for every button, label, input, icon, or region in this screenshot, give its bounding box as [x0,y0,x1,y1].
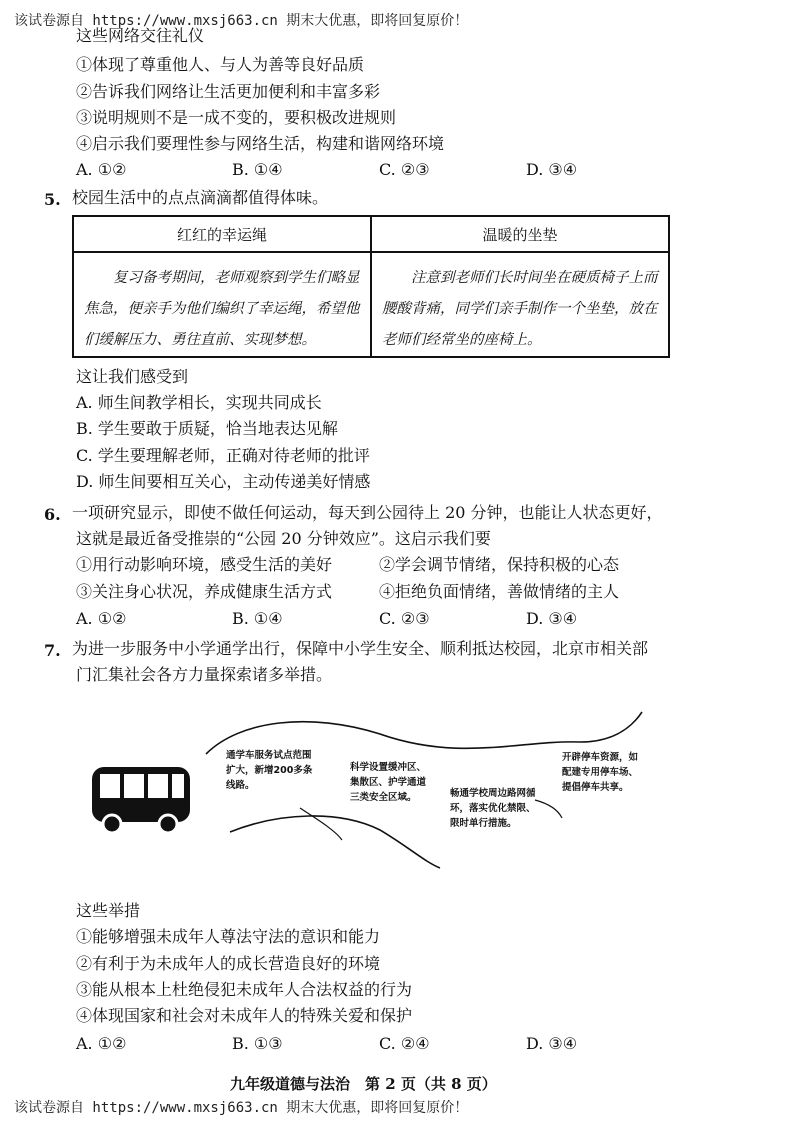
q7-note-2: 科学设置缓冲区、集散区、护学通道三类安全区域。 [350,762,427,803]
q7-choice-b: B. ①③ [232,1034,283,1053]
q5-choice-c: C. 学生要理解老师，正确对待老师的批评 [76,446,370,465]
q6-stem-line-2: 这就是最近备受推崇的“公园 20 分钟效应”。这启示我们要 [76,529,491,548]
q6-option-2: ②学会调节情绪，保持积极的心态 [379,555,620,574]
q5-choice-b: B. 学生要敢于质疑，恰当地表达见解 [76,419,338,438]
q6-stem-line-1: 一项研究显示，即使不做任何运动，每天到公园待上 20 分钟，也能让人状态更好， [72,503,663,522]
q7-option-4: ④体现国家和社会对未成年人的特殊关爱和保护 [76,1006,413,1025]
q7-note-1: 通学车服务试点范围扩大，新增200多条线路。 [226,750,313,791]
road-lower-line [230,816,440,868]
watermark-bottom: 该试卷源自 https://www.mxsj663.cn 期末大优惠，即将回复原价！ [14,1100,469,1116]
q7-lead: 这些举措 [76,901,141,920]
q5-table-cell-1: 复习备考期间，老师观察到学生们略显焦急，便亲手为他们编织了幸运绳，希望他们缓解压力、勇往直前、实现梦想。 [73,252,371,357]
q7-option-1: ①能够增强未成年人尊法守法的意识和能力 [76,927,381,946]
q4-option-3: ③说明规则不是一成不变的，要积极改进规则 [76,108,397,127]
q5-number: 5. [44,190,61,209]
q4-choice-a: A. ①② [76,160,127,179]
q4-choice-b: B. ①④ [232,160,283,179]
q5-table-header-1: 红红的幸运绳 [73,216,371,252]
q7-choice-d: D. ③④ [526,1034,578,1053]
q7-option-2: ②有利于为未成年人的成长营造良好的环境 [76,954,381,973]
q6-choice-c: C. ②③ [379,609,430,628]
q5-table-header-2: 温暖的坐垫 [371,216,669,252]
q7-choice-a: A. ①② [76,1034,127,1053]
q5-choice-d: D. 师生间要相互关心，主动传递美好情感 [76,472,371,491]
q6-choice-a: A. ①② [76,609,127,628]
q5-lead: 这让我们感受到 [76,367,189,386]
q7-note-4: 开辟停车资源，如配建专用停车场、提倡停车共享。 [562,752,639,793]
q4-option-1: ①体现了尊重他人、与人为善等良好品质 [76,55,365,74]
q6-option-1: ①用行动影响环境，感受生活的美好 [76,555,333,574]
q7-stem-line-2: 门汇集社会各方力量探索诸多举措。 [76,665,333,684]
q6-number: 6. [44,505,61,524]
q4-stem-tail: 这些网络交往礼仪 [76,26,205,45]
q5-table [72,215,670,358]
q7-option-3: ③能从根本上杜绝侵犯未成年人合法权益的行为 [76,980,413,999]
watermark-top: 该试卷源自 https://www.mxsj663.cn 期末大优惠，即将回复原价！ [14,13,469,29]
q6-option-3: ③关注身心状况，养成健康生活方式 [76,582,333,601]
q7-note-3: 畅通学校周边路网循环，落实优化禁限、限时单行措施。 [450,788,536,829]
q6-option-4: ④拒绝负面情绪，善做情绪的主人 [379,582,620,601]
q4-option-2: ②告诉我们网络让生活更加便利和丰富多彩 [76,82,381,101]
page-footer: 九年级道德与法治 第 2 页（共 8 页） [230,1075,497,1093]
q5-table-cell-2: 注意到老师们长时间坐在硬质椅子上而腰酸背痛，同学们亲手制作一个坐垫，放在老师们经常坐的座椅上。 [371,252,669,357]
q5-choice-a: A. 师生间教学相长，实现共同成长 [76,393,322,412]
q4-choice-c: C. ②③ [379,160,430,179]
bus-icon [92,767,190,833]
q7-choice-c: C. ②④ [379,1034,430,1053]
q4-choice-d: D. ③④ [526,160,578,179]
q6-choice-d: D. ③④ [526,609,578,628]
q5-stem: 校园生活中的点点滴滴都值得体味。 [72,188,329,207]
q7-number: 7. [44,641,61,660]
q6-choice-b: B. ①④ [232,609,283,628]
q7-stem-line-1: 为进一步服务中小学通学出行，保障中小学生安全、顺利抵达校园，北京市相关部 [72,639,649,658]
q4-option-4: ④启示我们要理性参与网络生活，构建和谐网络环境 [76,134,445,153]
